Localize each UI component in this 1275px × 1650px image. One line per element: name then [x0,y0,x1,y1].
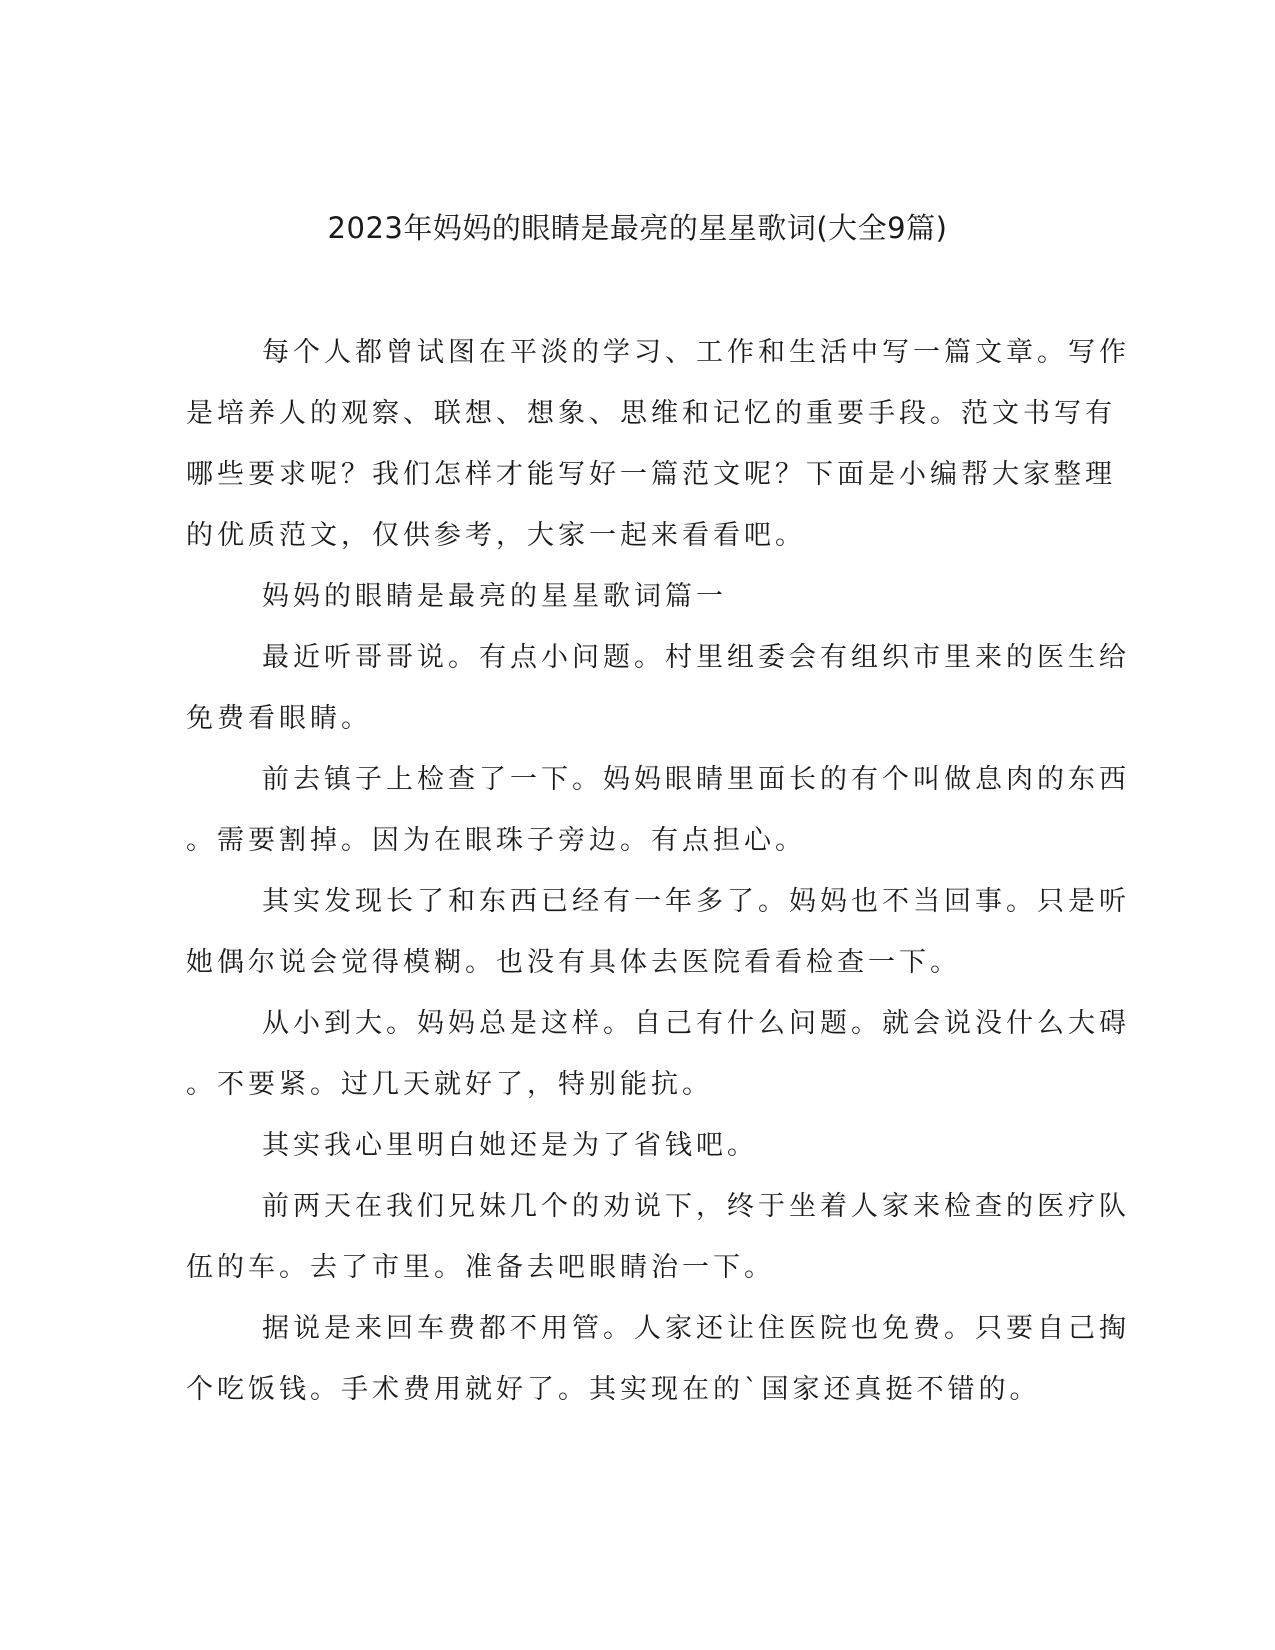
paragraph-line: 的优质范文，仅供参考，大家一起来看看吧。 [186,520,806,551]
paragraph-line: 个吃饭钱。手术费用就好了。其实现在的`国家还真挺不错的。 [186,1374,1041,1405]
document-body [186,322,1130,1420]
paragraph-line: 每个人都曾试图在平淡的学习、工作和生活中写一篇文章。写作 [262,337,1130,368]
document-title: 2023年妈妈的眼睛是最亮的星星歌词(大全9篇) [327,211,948,245]
paragraph-line: 从小到大。妈妈总是这样。自己有什么问题。就会说没什么大碍 [262,1008,1130,1039]
paragraph-line: 是培养人的观察、联想、想象、思维和记忆的重要手段。范文书写有 [186,398,1116,429]
paragraph-line: 其实发现长了和东西已经有一年多了。妈妈也不当回事。只是听 [262,886,1130,917]
paragraph-line: 。不要紧。过几天就好了，特别能抗。 [186,1069,713,1100]
paragraph-line: 哪些要求呢？我们怎样才能写好一篇范文呢？下面是小编帮大家整理 [186,459,1116,490]
paragraph-line: 免费看眼睛。 [186,703,372,734]
paragraph-line: 她偶尔说会觉得模糊。也没有具体去医院看看检查一下。 [186,947,961,978]
paragraph-line: 最近听哥哥说。有点小问题。村里组委会有组织市里来的医生给 [262,642,1130,673]
paragraph-line: 。需要割掉。因为在眼珠子旁边。有点担心。 [186,825,806,856]
section-heading: 妈妈的眼睛是最亮的星星歌词篇一 [262,581,727,612]
paragraph-line: 据说是来回车费都不用管。人家还让住医院也免费。只要自己掏 [262,1313,1130,1344]
paragraph-line: 前两天在我们兄妹几个的劝说下，终于坐着人家来检查的医疗队 [262,1191,1130,1222]
paragraph-line: 伍的车。去了市里。准备去吧眼睛治一下。 [186,1252,775,1283]
paragraph-line: 前去镇子上检查了一下。妈妈眼睛里面长的有个叫做息肉的东西 [262,764,1130,795]
paragraph-line: 其实我心里明白她还是为了省钱吧。 [262,1130,758,1161]
